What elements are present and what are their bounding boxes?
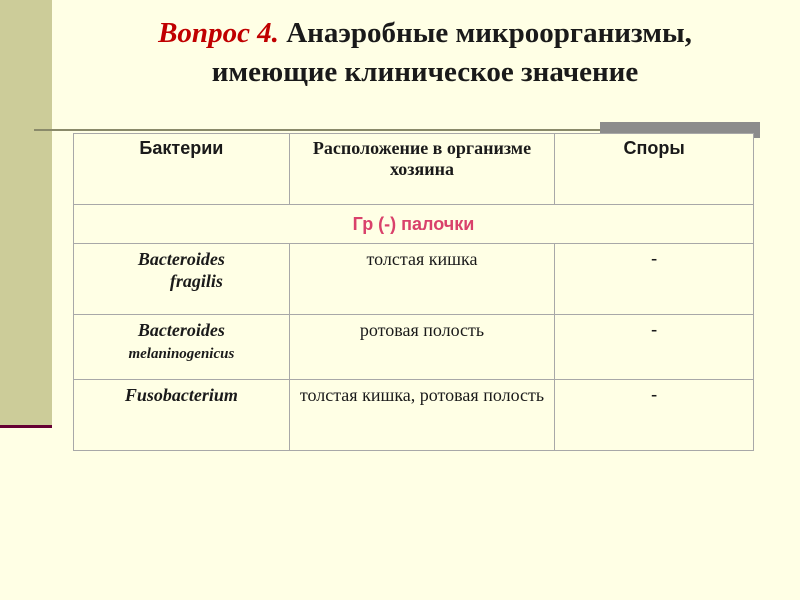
table-row — [74, 244, 754, 315]
location-cell: ротовая полость — [289, 315, 554, 380]
header-bacteria: Бактерии — [74, 134, 290, 205]
table-group-row — [74, 205, 754, 244]
spores-cell: - — [555, 380, 754, 451]
table-row — [74, 380, 754, 451]
bacteria-name-cell — [74, 244, 290, 315]
spores-cell: - — [555, 315, 754, 380]
bacteria-name-cell — [74, 315, 290, 380]
bacteria-genus: Fusobacterium — [124, 385, 238, 405]
side-decoration-bar — [0, 0, 52, 425]
table-row — [74, 315, 754, 380]
question-number: Вопрос 4. — [158, 17, 279, 49]
bacteria-genus: Bacteroides — [137, 249, 225, 269]
slide-title — [60, 14, 790, 92]
bacteria-name-cell — [74, 380, 290, 451]
header-spores: Споры — [555, 134, 754, 205]
group-label: Гр (-) палочки — [74, 205, 754, 244]
bacteria-species: melaninogenicus — [128, 346, 235, 362]
bacteria-table — [73, 133, 754, 451]
title-line1: Анаэробные микроорганизмы, — [286, 17, 692, 49]
header-location: Расположение в организме хозяина — [289, 134, 554, 205]
spores-cell: - — [555, 244, 754, 315]
title-line2: имеющие клиническое значение — [211, 56, 639, 88]
bacteria-species: fragilis — [169, 271, 223, 291]
location-cell: толстая кишка — [289, 244, 554, 315]
bacteria-genus: Bacteroides — [137, 320, 225, 340]
table-header-row — [74, 134, 754, 205]
location-cell: толстая кишка, ротовая полость — [289, 380, 554, 451]
side-decoration-edge — [0, 425, 52, 428]
